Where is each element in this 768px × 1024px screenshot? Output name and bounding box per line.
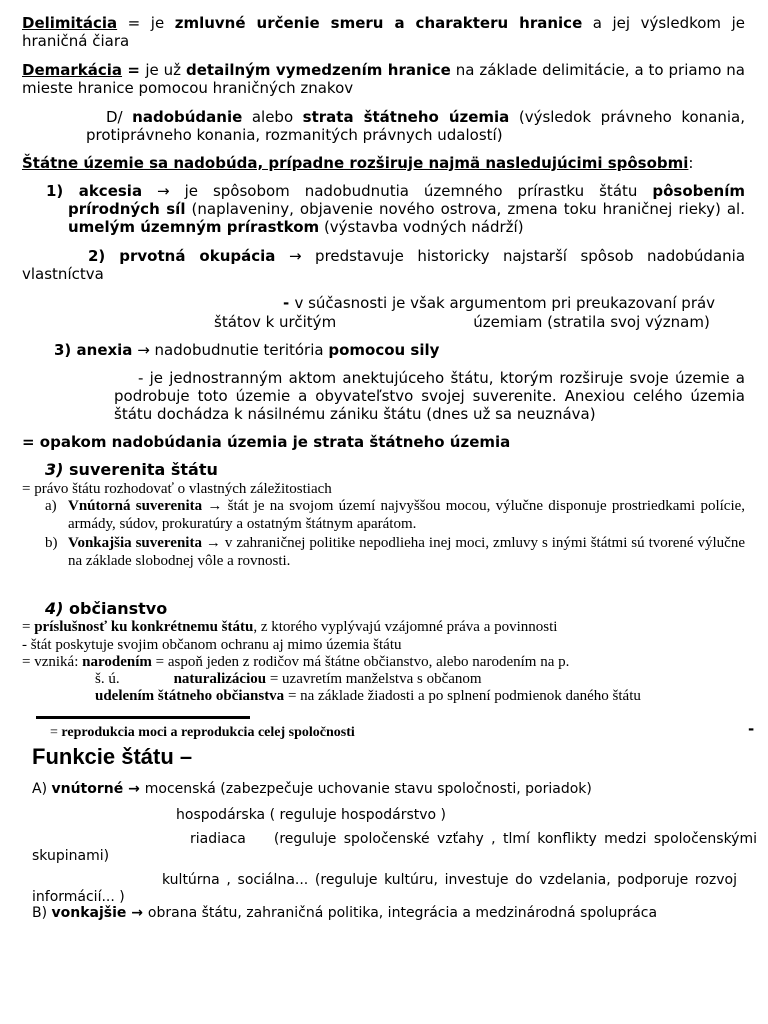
funkcie-vonkajsie: B) vonkajšie → obrana štátu, zahraničná politika, integrácia a medzinárodná spolupráca [32,905,658,921]
okupacia-paragraph: 2) prvotná okupácia → predstavuje historicky najstarší spôsob nadobúdania vlastníctva [22,247,746,283]
arrow-icon: → [275,247,316,265]
arrow-icon: → [142,182,185,200]
opak-line: = opakom nadobúdania územia je strata štátneho územia [22,433,511,451]
arrow-icon: → [132,341,155,359]
obcianstvo-line5: udelením štátneho občianstva = na základe žiadosti a po splnení podmienok daného štátu [95,688,641,704]
suverenita-item-b: b) Vonkajšia suverenita → v zahraničnej politike nepodlieha inej moci, zmluvy s inými štátmi sú tvorené výlučne na základe slobodnej vôle a rovnosti. [45,535,745,569]
trailing-dash: - [748,720,755,738]
obcianstvo-line1: = príslušnosť ku konkrétnemu štátu, z ktorého vyplývajú vzájomné práva a povinnosti [22,619,558,635]
demarkacia-paragraph: Demarkácia = je už detailným vymedzením hranice na základe delimitácie, a to priamo na mieste hranice pomocou hraničných znakov [22,61,745,97]
funkcie-riadiaca: riadiaca (reguluje spoločenské vzťahy , tlmí konflikty medzi spoločenskými skupinami) [32,831,757,864]
okupacia-note-line1: - v súčasnosti je však argumentom pri preukazovaní práv [283,294,716,312]
horizontal-rule [36,716,250,719]
anexia-note: - je jednostranným aktom anektujúceho štátu, ktorým rozširuje svoje územie a podrobuje toto územie a obyvateľstvo svojej suverenite. Anexiou celého územia štátu dochádza k násilnému zániku štátu (dnes už sa neuznáva) [114,369,745,423]
demarkacia-term: Demarkácia [22,61,123,79]
arrow-icon: → [202,498,228,514]
reprodukcia-line: = reprodukcia moci a reprodukcia celej spoločnosti [50,725,355,740]
arrow-icon: → [123,781,145,797]
suverenita-item-a: a) Vnútorná suverenita → štát je na svojom území najvyššou mocou, výlučne disponuje prostriedkami polície, armády, súdov, prokuratúry a ostatným štátnym aparátom. [45,498,746,532]
anexia-paragraph: 3) anexia → nadobudnutie teritória pomocou sily [54,341,440,359]
arrow-icon: → [126,905,148,921]
obcianstvo-line2: - štát poskytuje svojim občanom ochranu aj mimo územia štátu [22,637,402,653]
funkcie-vnutorne: A) vnútorné → mocenská (zabezpečuje uchovanie stavu spoločnosti, poriadok) [32,781,592,797]
arrow-icon: → [201,535,225,551]
nadobudanie-paragraph: D/ nadobúdanie alebo strata štátneho územia (výsledok právneho konania, protiprávneho konania, rozmanitých právnych udalostí) [86,108,745,144]
state-territory-heading: Štátne územie sa nadobúda, prípadne rozširuje najmä nasledujúcimi spôsobmi: [22,154,694,172]
obcianstvo-line3: = vzniká: narodením = aspoň jeden z rodičov má štátne občianstvo, alebo narodením na p. [22,654,570,670]
akcesia-paragraph: 1) akcesia → je spôsobom nadobudnutia územného prírastku štátu pôsobením prírodných síl (naplaveniny, objavenie nového ostrova, zmena toku hraničnej rieky) al. umelým územným prírastkom (výstavba vodných nádrží) [46,182,746,236]
funkcie-kulturna: kultúrna , sociálna... (reguluje kultúru, investuje do vzdelania, podporuje rozvoj informácií... ) [32,872,737,905]
obcianstvo-heading: 4) občianstvo [45,599,168,618]
funkcie-heading: Funkcie štátu – [32,744,193,769]
delimitacia-paragraph: Delimitácia = je zmluvné určenie smeru a charakteru hranice a jej výsledkom je hraničná čiara [22,14,745,50]
obcianstvo-line4: š. ú. naturalizáciou = uzavretím manželstva s občanom [95,671,482,687]
funkcie-hospodarska: hospodárska ( reguluje hospodárstvo ) [176,807,446,823]
suverenita-heading: 3) suverenita štátu [45,460,218,479]
delimitacia-term: Delimitácia [22,14,118,32]
okupacia-note-line2: štátov k určitým územiam (stratila svoj význam) [214,313,710,331]
suverenita-definition: = právo štátu rozhodovať o vlastných záležitostiach [22,481,332,497]
